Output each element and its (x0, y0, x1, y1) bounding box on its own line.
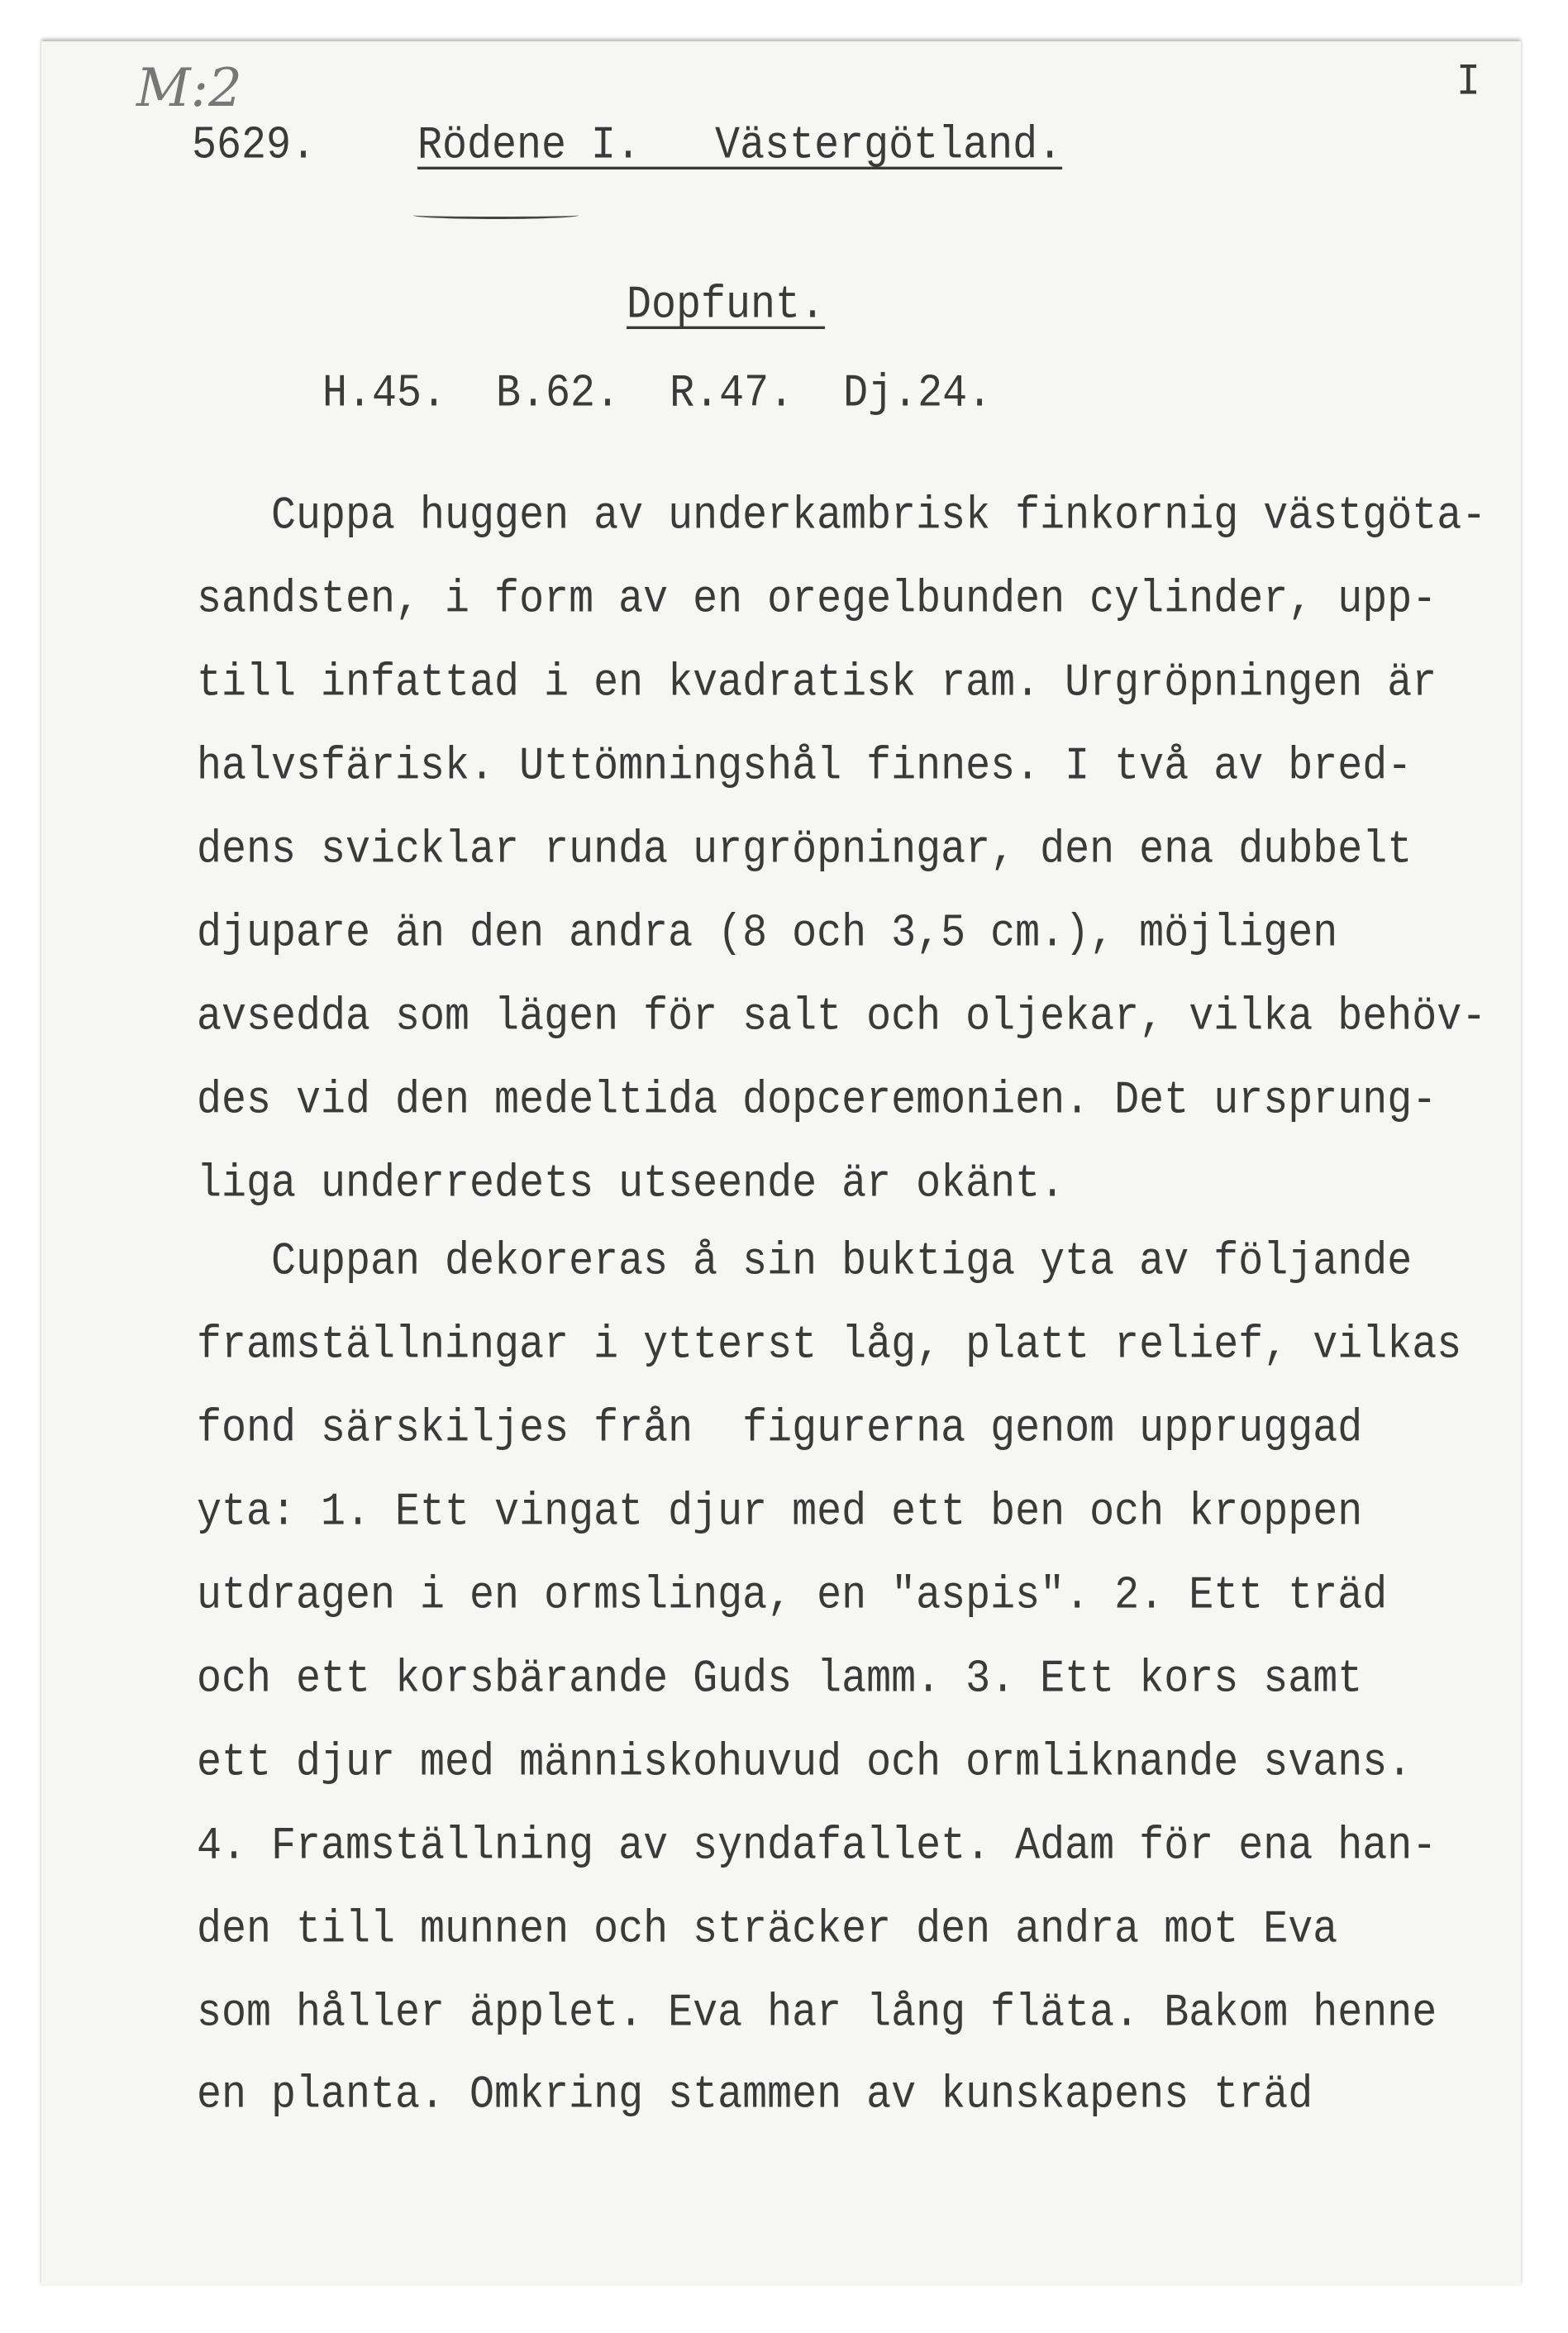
body-line: fond särskiljes från figurerna genom uppruggad (197, 1402, 1363, 1456)
body-line: en planta. Omkring stammen av kunskapens träd (197, 2068, 1313, 2122)
body-line: som håller äpplet. Eva har lång fläta. Bakom henne (197, 1987, 1437, 2040)
body-line: des vid den medeltida dopceremonien. Det ursprung- (197, 1074, 1437, 1128)
body-line: halvsfärisk. Uttömningshål finnes. I två av bred- (197, 740, 1413, 794)
body-line: sandsten, i form av en oregelbunden cylinder, upp- (197, 573, 1437, 627)
body-line: Cuppan dekoreras å sin buktiga yta av följande (197, 1235, 1413, 1289)
body-line: dens svicklar runda urgröpningar, den ena dubbelt (197, 823, 1413, 877)
body-line: Cuppa huggen av underkambrisk finkornig västgöta- (197, 489, 1487, 543)
body-line: och ett korsbärande Guds lamm. 3. Ett kors samt (197, 1653, 1363, 1706)
handwritten-archive-mark: M:2 (136, 58, 242, 119)
body-line: 4. Framställning av syndafallet. Adam för ena han- (197, 1820, 1437, 1873)
pencil-underline (413, 212, 579, 219)
page-number: I (1456, 57, 1480, 108)
body-line: framställningar i ytterst låg, platt relief, vilkas (197, 1319, 1462, 1372)
entry-number: 5629. (192, 119, 317, 173)
body-line: ett djur med människohuvud och ormliknande svans. (197, 1736, 1413, 1790)
dimensions-line: H.45. B.62. R.47. Dj.24. (322, 367, 993, 421)
body-line: till infattad i en kvadratisk ram. Urgröpningen är (197, 656, 1437, 710)
document-title: Dopfunt. (627, 279, 826, 332)
body-line: avsedda som lägen för salt och oljekar, vilka behöv- (197, 990, 1487, 1044)
body-line: djupare än den andra (8 och 3,5 cm.), möjligen (197, 907, 1338, 961)
body-line: utdragen i en ormslinga, en "aspis". 2. Ett träd (197, 1569, 1388, 1623)
body-line: yta: 1. Ett vingat djur med ett ben och kroppen (197, 1486, 1363, 1539)
body-line: den till munnen och sträcker den andra mot Eva (197, 1903, 1338, 1957)
body-line: liga underredets utseende är okänt. (197, 1157, 1065, 1211)
location-heading: Rödene I. Västergötland. (417, 119, 1063, 173)
